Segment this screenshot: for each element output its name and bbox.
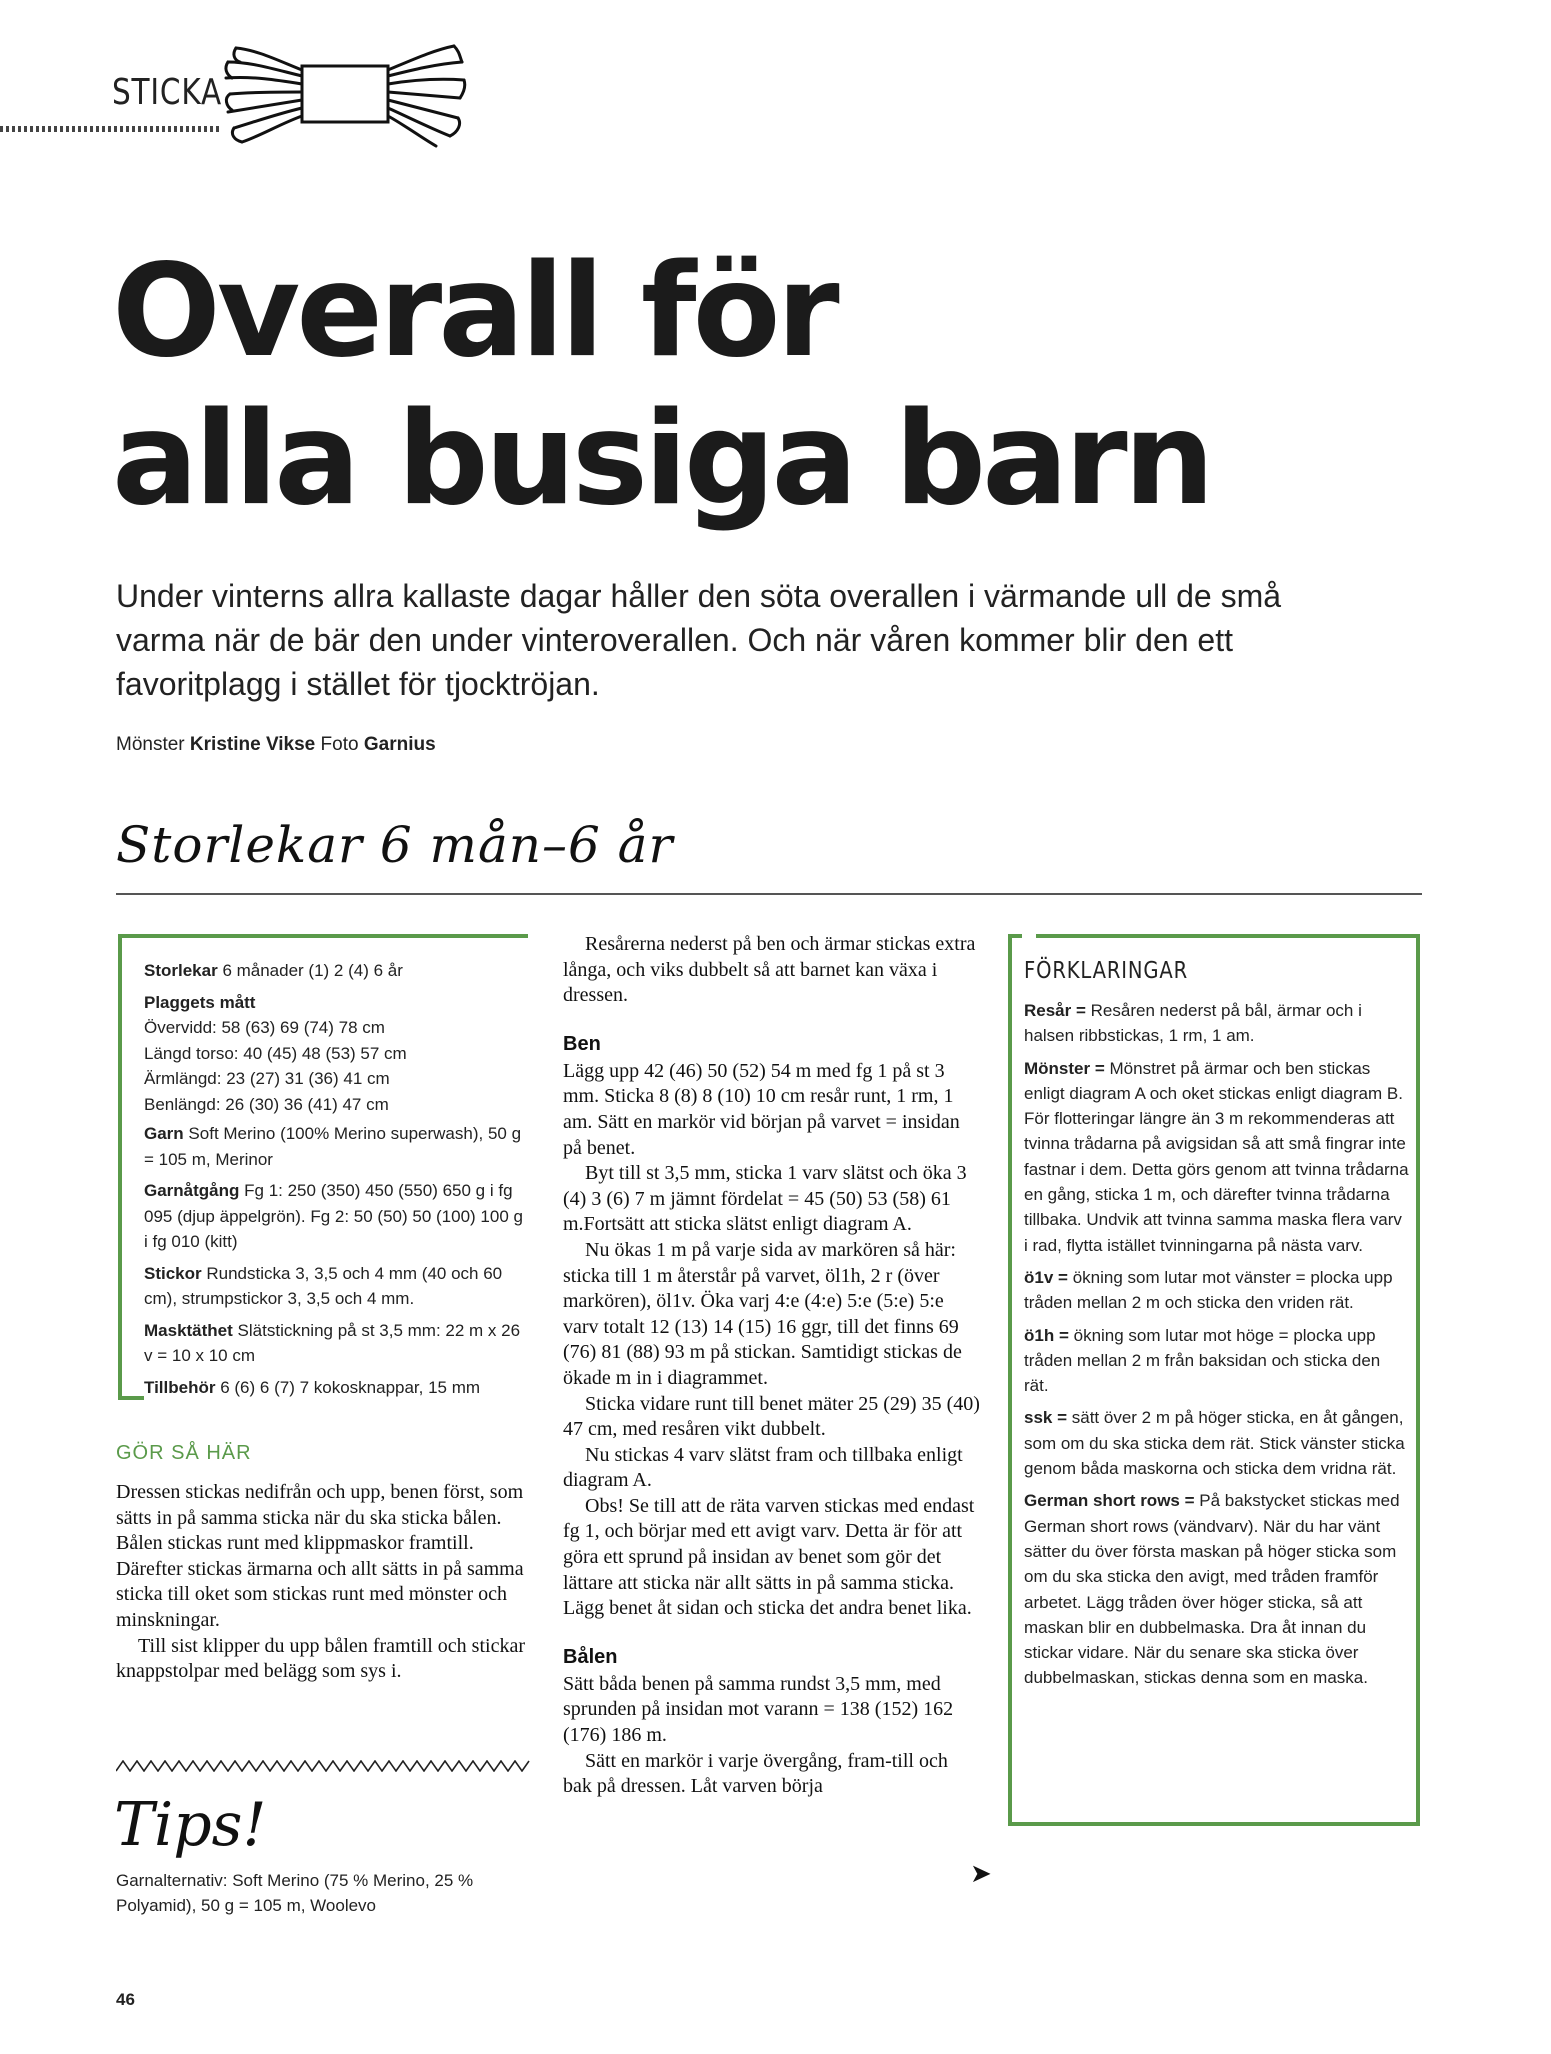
spec-label: Masktäthet — [144, 1320, 233, 1340]
spec-value: Soft Merino (100% Merino superwash), 50 g = 105 m, Merinor — [144, 1124, 522, 1169]
yarn-skein-icon — [222, 40, 467, 150]
howto-paragraph: Till sist klipper du upp bålen framtill och stickar knappstolpar med belägg som sys i. — [116, 1634, 525, 1683]
section-heading-balen: Bålen — [563, 1645, 618, 1668]
explanations-list — [1024, 998, 1409, 1698]
explanation-item — [1024, 998, 1409, 1049]
explanation-term: ssk = — [1024, 1408, 1068, 1428]
spec-label: Tillbehör — [144, 1377, 216, 1397]
spec-value: Rundsticka 3, 3,5 och 4 mm (40 och 60 cm), strumpstickor 3, 3,5 och 4 mm. — [144, 1263, 503, 1308]
explanation-text: ökning som lutar mot vänster = plocka upp tråden mellan 2 m och sticka den vriden rät. — [1024, 1267, 1393, 1313]
explanation-term: ö1h = — [1024, 1325, 1069, 1345]
spec-storlekar — [144, 958, 524, 984]
instructions-paragraph: Resårerna nederst på ben och ärmar stickas extra långa, och viks dubbelt så att barnet kan växa i dressen. — [563, 933, 976, 1007]
specs-box — [116, 932, 528, 1402]
sizes-heading: Storlekar 6 mån–6 år — [116, 816, 674, 874]
explanation-text: Mönstret på ärmar och ben stickas enligt diagram A och oket stickas enligt diagram B. För flotteringar längre än 3 m rekommenderas att tvinna trådarna på avigsidan så att små fingrar inte fastnar i dem. Detta görs genom att tvinna trådarna en gång, sticka 1 m, och därefter tvinna trådarna tillbaka. Undvik att tvinna samma maska flera varv i rad, flytta istället tvinningarna på nästa varv. — [1024, 1058, 1409, 1255]
instructions-paragraph: Nu stickas 4 varv slätst fram och tillbaka enligt diagram A. — [563, 1443, 963, 1492]
spec-value: 6 (6) 6 (7) 7 kokosknappar, 15 mm — [220, 1377, 481, 1397]
page-number: 46 — [116, 1990, 135, 2009]
credits — [116, 734, 436, 756]
instructions-paragraph: Lägg upp 42 (46) 50 (52) 54 m med fg 1 på st 3 mm. Sticka 8 (8) 8 (10) 10 cm resår runt, 1 rm, 1 am. Sätt en markör vid början på varvet = insidan på benet. — [563, 1059, 960, 1159]
spec-stickor — [144, 1261, 524, 1312]
title-line-1: Overall för — [112, 237, 836, 386]
spec-label: Garnåtgång — [144, 1181, 240, 1200]
explanation-text: sätt över 2 m på höger sticka, en åt gången, som om du ska sticka dem rät. Stick vänster sticka genom båda maskorna och sticka dem vridna rät. — [1024, 1408, 1405, 1479]
explanation-term: Mönster = — [1024, 1058, 1105, 1078]
spec-value: Fg 1: 250 (350) 450 (550) 650 g i fg 095 (djup äppelgrön). Fg 2: 50 (50) 50 (100) 100 g i fg 010 (kitt) — [144, 1181, 523, 1251]
section-tag: STICKA — [112, 72, 223, 113]
zigzag-divider — [116, 1760, 530, 1772]
howto-paragraph: Dressen stickas nedifrån och upp, benen först, som sätts in på samma sticka när du ska sticka bålen. Bålen stickas runt med klippmaskor framtill. Därefter stickas ärmarna och allt sätts in på samma sticka till oket som stickas runt med mönster och minskningar. — [116, 1481, 524, 1631]
spec-value: Ärmlängd: 23 (27) 31 (36) 41 cm — [144, 1069, 390, 1088]
specs-list — [144, 958, 524, 1406]
spec-masktathet — [144, 1318, 524, 1369]
spec-garnatgang — [144, 1178, 524, 1255]
tips-heading: Tips! — [114, 1790, 267, 1860]
explanation-text: ökning som lutar mot höge = plocka upp tråden mellan 2 m från baksidan och sticka den rät. — [1024, 1325, 1381, 1396]
sizes-rule — [116, 893, 1422, 895]
article-title — [112, 238, 1412, 534]
section-heading-ben: Ben — [563, 1032, 601, 1055]
explanations-title: FÖRKLARINGAR — [1024, 958, 1189, 984]
instructions-paragraph: Sätt en markör i varje övergång, fram-till och bak på dressen. Låt varven börja — [563, 1749, 948, 1798]
spec-value: Benlängd: 26 (30) 36 (41) 47 cm — [144, 1094, 389, 1114]
explanations-box — [1006, 932, 1422, 1828]
instructions-column — [563, 932, 981, 1800]
explanation-item — [1024, 1323, 1409, 1399]
howto-heading: GÖR SÅ HÄR — [116, 1442, 252, 1464]
instructions-paragraph: Nu ökas 1 m på varje sida av markören så här: sticka till 1 m återstår på varvet, öl1h, 2 r (över markören), öl1v. Öka varj 4:e (4:e) 5:e (5:e) 5:e varv totalt 12 (13) 14 (15) 16 ggr, till det finns 69 (76) 81 (88) 93 m på stickan. Samtidigt stickas de ökade m in i diagrammet. — [563, 1238, 962, 1389]
instructions-paragraph: Sticka vidare runt till benet mäter 25 (29) 35 (40) 47 cm, med resåren vikt dubbelt. — [563, 1392, 980, 1441]
pattern-label: Mönster — [116, 734, 185, 755]
intro-text: Under vinterns allra kallaste dagar håller den söta overallen i värmande ull de små varma när de bär den under vinteroverallen. Och när våren kommer blir den ett favoritplagg i stället för tjocktröjan. — [116, 578, 1282, 702]
explanation-text: Resåren nederst på bål, ärmar och i halsen ribbstickas, 1 rm, 1 am. — [1024, 1001, 1362, 1046]
photo-author: Garnius — [363, 734, 436, 755]
continue-arrow-icon: ➤ — [970, 1858, 992, 1888]
spec-label: Stickor — [144, 1263, 202, 1283]
spec-value: Längd torso: 40 (45) 48 (53) 57 cm — [144, 1043, 407, 1063]
spec-label: Garn — [144, 1124, 184, 1143]
spec-label: Plaggets mått — [144, 992, 256, 1012]
howto-text — [116, 1480, 532, 1685]
explanation-item — [1024, 1265, 1409, 1316]
spec-label: Storlekar — [144, 961, 218, 980]
spec-matt — [144, 990, 524, 1118]
spec-value: Övervidd: 58 (63) 69 (74) 78 cm — [144, 1018, 385, 1037]
explanation-term: German short rows = — [1024, 1491, 1195, 1511]
instructions-paragraph: Byt till st 3,5 mm, sticka 1 varv slätst och öka 3 (4) 3 (6) 7 m jämnt fördelat = 45 (50) 53 (58) 61 m.Fortsätt att sticka slätst enligt diagram A. — [563, 1162, 967, 1236]
instructions-paragraph: Obs! Se till att de räta varven stickas med endast fg 1, och börjar med ett avigt varv. Detta är för att göra ett sprund på insidan av benet som gör det lättare att sticka när allt sätts in på samma sticka. Lägg benet åt sidan och sticka det andra benet lika. — [563, 1494, 975, 1620]
spec-value: 6 månader (1) 2 (4) 6 år — [222, 961, 403, 980]
explanation-text: På bakstycket stickas med German short rows (vändvarv). När du har vänt sätter du över första maskan på höger sticka som om du ska sticka den avigt, med tråden framför arbetet. Lägg tråden över höger sticka, så att maskan blir en dubbelmaska. Dra åt innan du stickar vidare. När du senare ska sticka över dubbelmaskan, stickas denna som en maska. — [1024, 1491, 1400, 1688]
explanation-term: ö1v = — [1024, 1267, 1068, 1287]
explanation-item — [1024, 1405, 1409, 1481]
explanation-item — [1024, 1488, 1409, 1690]
pattern-author: Kristine Vikse — [189, 734, 316, 755]
tips-text: Garnalternativ: Soft Merino (75 % Merino, 25 % Polyamid), 50 g = 105 m, Woolevo — [116, 1871, 474, 1915]
spec-value: Slätstickning på st 3,5 mm: 22 m x 26 v = 10 x 10 cm — [144, 1320, 521, 1365]
title-line-2: alla busiga barn — [112, 385, 1211, 534]
photo-label: Foto — [320, 734, 359, 755]
spec-garn — [144, 1121, 524, 1172]
instructions-paragraph: Sätt båda benen på samma rundst 3,5 mm, med sprunden på insidan mot varann = 138 (152) 162 (176) 186 m. — [563, 1672, 954, 1747]
explanation-item — [1024, 1056, 1409, 1258]
spec-tillbehor — [144, 1375, 524, 1401]
explanation-term: Resår = — [1024, 1001, 1086, 1020]
header-rule — [0, 126, 222, 132]
